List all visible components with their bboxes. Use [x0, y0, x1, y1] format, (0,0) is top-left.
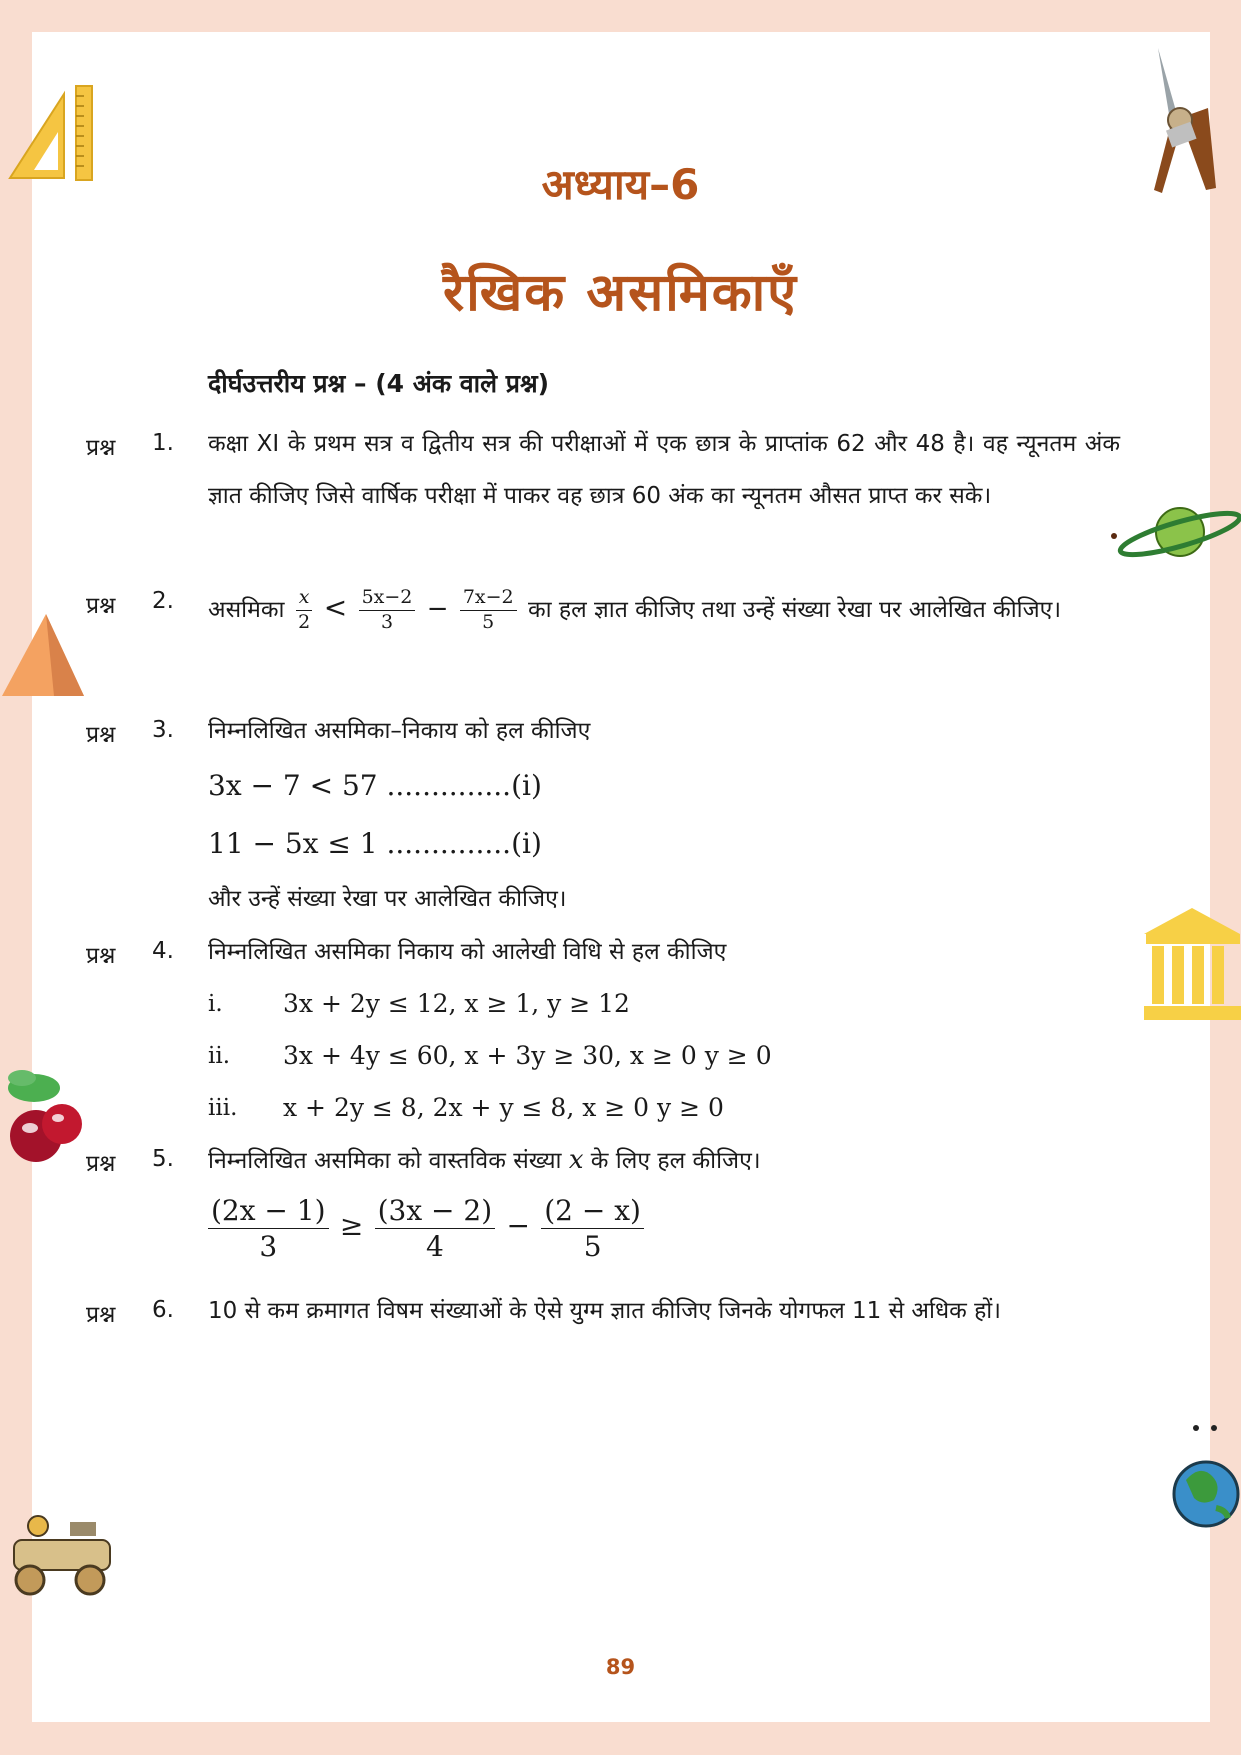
question-label: प्रश्न: [86, 593, 116, 619]
numerator: x: [296, 586, 313, 611]
list-item: [208, 978, 1120, 1030]
inequality-system: 3x + 4y ≤ 60, x + 3y ≥ 30, x ≥ 0 y ≥ 0: [283, 1041, 772, 1070]
fraction-7x-2-over-5: [460, 586, 517, 635]
fraction-5x-2-over-3: [359, 586, 416, 635]
variable-x: x: [568, 1145, 584, 1175]
inequality-system: 3x + 2y ≤ 12, x ≥ 1, y ≥ 12: [283, 989, 630, 1018]
fraction-x-over-2: [296, 586, 313, 635]
denominator: 4: [425, 1230, 444, 1263]
numerator: (2 − x): [541, 1193, 644, 1229]
question-label: प्रश्न: [86, 1151, 116, 1177]
q4-intro: निम्नलिखित असमिका निकाय को आलेखी विधि से हल कीजिए: [208, 939, 727, 965]
q3-outro: और उन्हें संख्या रेखा पर आलेखित कीजिए।: [208, 886, 567, 912]
denominator: 3: [380, 611, 394, 633]
q2-suffix: का हल ज्ञात कीजिए तथा उन्हें संख्या रेखा पर आलेखित कीजिए।: [527, 597, 1062, 623]
question-body: [208, 1134, 1120, 1264]
denominator: 3: [259, 1230, 278, 1263]
ringed-planet-icon: [1110, 500, 1241, 570]
q5-inequality: [208, 1193, 1120, 1264]
denominator: 5: [482, 611, 495, 633]
page-number: 89: [605, 1655, 636, 1679]
numerator: (3x − 2): [375, 1193, 496, 1229]
question-label: प्रश्न: [86, 722, 116, 748]
cherries-icon: [0, 1060, 90, 1170]
q3-intro: निम्नलिखित असमिका–निकाय को हल कीजिए: [208, 718, 591, 744]
q2-prefix: असमिका: [208, 597, 285, 623]
question-number: 5.: [152, 1146, 174, 1172]
question-body: [208, 705, 1120, 925]
question-number: 6.: [152, 1297, 174, 1323]
numerator: 5x−2: [359, 586, 416, 611]
question-label: प्रश्न: [86, 435, 116, 461]
question-text: [208, 578, 1120, 640]
temple-pillars-icon: [1140, 906, 1241, 1022]
numerator: 7x−2: [460, 586, 517, 611]
fraction-2x-1-over-3: [208, 1193, 329, 1264]
less-than-sign: <: [323, 591, 348, 624]
denominator: 2: [298, 611, 311, 633]
chapter-title: रैखिक असमिकाएँ: [443, 263, 798, 323]
q3-equation-2: 11 − 5x ≤ 1 ..............(i): [208, 827, 542, 860]
list-item: [208, 1082, 1120, 1134]
minus-sign: −: [426, 594, 449, 624]
question-text: 10 से कम क्रमागत विषम संख्याओं के ऐसे युग्म ज्ञात कीजिए जिनके योगफल 11 से अधिक हों।: [208, 1298, 1001, 1324]
fraction-3x-2-over-4: [375, 1193, 496, 1264]
question-label: प्रश्न: [86, 943, 116, 969]
greater-equal-sign: ≥: [339, 1209, 364, 1242]
chapter-heading: अध्याय–6: [541, 160, 700, 209]
roman-numeral: iii.: [208, 1095, 238, 1121]
list-item: [208, 1030, 1120, 1082]
question-label: प्रश्न: [86, 1302, 116, 1328]
roman-numeral: ii.: [208, 1043, 231, 1069]
minus-sign: −: [506, 1209, 530, 1242]
question-number: 3.: [152, 717, 174, 743]
q5-intro: [208, 1134, 1120, 1187]
q3-equation-1: 3x − 7 < 57 ..............(i): [208, 769, 542, 802]
fraction-2-x-over-5: [541, 1193, 644, 1264]
question-body: [208, 926, 1120, 1134]
question-text: कक्षा XI के प्रथम सत्र व द्वितीय सत्र की परीक्षाओं में एक छात्र के प्राप्तांक 62 और 48 है। वह न्यूनतम अंक ज्ञात कीजिए जिसे वार्षिक परीक्षा में पाकर वह छात्र 60 अंक का न्यूनतम औसत प्राप्त कर सके।: [208, 431, 1120, 509]
denominator: 5: [583, 1230, 602, 1263]
pyramid-icon: [0, 610, 86, 700]
question-number: 2.: [152, 588, 174, 614]
numerator: (2x − 1): [208, 1193, 329, 1229]
inequality-system: x + 2y ≤ 8, 2x + y ≤ 8, x ≥ 0 y ≥ 0: [283, 1093, 724, 1122]
q5-intro-text-end: के लिए हल कीजिए।: [590, 1148, 761, 1174]
roman-numeral: i.: [208, 991, 223, 1017]
section-heading: दीर्घउत्तरीय प्रश्न – (4 अंक वाले प्रश्न): [208, 369, 550, 398]
question-number: 4.: [152, 938, 174, 964]
cannon-cart-icon: [0, 1500, 130, 1600]
q5-intro-text: निम्नलिखित असमिका को वास्तविक संख्या: [208, 1148, 562, 1174]
question-number: 1.: [152, 430, 174, 456]
globe-icon: [1166, 1420, 1241, 1530]
